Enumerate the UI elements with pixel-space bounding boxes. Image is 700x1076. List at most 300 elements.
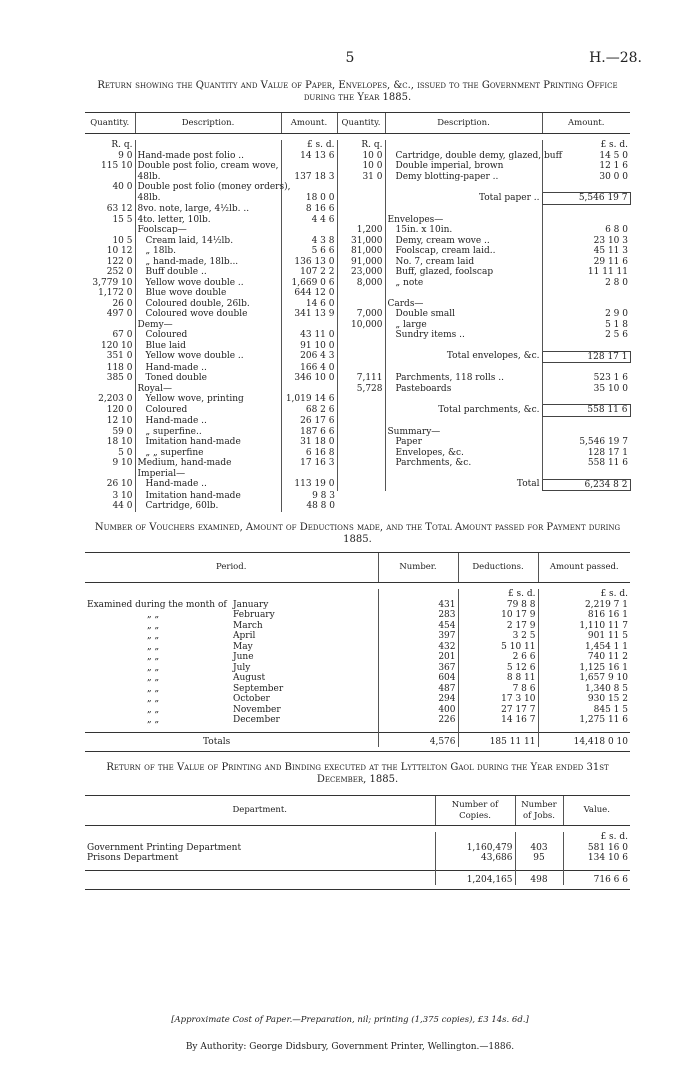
quantity-cell: 67 0	[112, 330, 133, 340]
units-amount-2: £ s. d.	[542, 140, 630, 151]
quantity-cell: 120 0	[106, 404, 133, 415]
quantity-cell	[337, 351, 385, 363]
amount-cell: 9 8 3	[281, 491, 337, 502]
amount-cell: 68 2 6	[281, 405, 337, 417]
header-number: Number.	[378, 553, 458, 583]
amount-cell: 346 10 0	[281, 373, 337, 384]
amount-cell: 644 12 0	[281, 288, 337, 299]
number-cell: 454	[378, 621, 458, 632]
amount-cell: 17 16 3	[281, 458, 337, 469]
month-label: August	[233, 673, 266, 683]
table-row	[85, 330, 630, 341]
document-reference: H.—28.	[589, 50, 642, 66]
table-row	[85, 341, 630, 352]
description-cell: Total paper ..	[385, 193, 542, 205]
amount-cell: 14 5 0	[542, 151, 630, 162]
quantity-cell: 115 10	[101, 161, 133, 171]
description-cell	[385, 288, 542, 299]
quantity-cell	[337, 363, 385, 374]
header-quantity-2: Quantity.	[337, 113, 385, 134]
quantity-cell: 8,000	[337, 278, 385, 289]
amount-cell: 12 1 6	[542, 161, 630, 172]
quantity-cell	[337, 448, 385, 459]
description-cell	[385, 182, 542, 193]
amount-cell: 11 11 11	[542, 267, 630, 278]
period-prefix: „ „	[147, 631, 160, 641]
lyttelton-title: Return of the Value of Printing and Binding executed at the Lyttelton Gaol during the Year ended 31st December, 1885.	[106, 762, 609, 785]
units-amount: £ s. d.	[281, 140, 337, 151]
table-row	[85, 278, 630, 289]
quantity-cell: 12 10	[106, 416, 133, 426]
amount-cell: 206 4 3	[281, 351, 337, 363]
header-period: Period.	[85, 553, 378, 583]
units-quantity-2: R. q.	[337, 140, 385, 151]
amount-cell: 31 18 0	[281, 437, 337, 448]
amount-cell: 107 2 2	[281, 267, 337, 278]
description-cell: Hand-made ..	[135, 363, 281, 374]
description-cell: Parchments, &c.	[385, 458, 542, 469]
period-prefix: „ „	[147, 704, 160, 715]
period-prefix: „ „	[147, 652, 160, 662]
description-cell: 8vo. note, large, 4½lb. ..	[135, 204, 281, 215]
table-row	[85, 161, 630, 172]
quantity-cell: 26 0	[112, 298, 133, 309]
deductions-cell: 7 8 6	[458, 684, 538, 695]
table-row	[85, 843, 630, 854]
quantity-cell: 1,200	[337, 225, 385, 236]
vouchers-table	[85, 552, 630, 752]
number-cell: 226	[378, 715, 458, 726]
number-cell: 397	[378, 631, 458, 642]
quantity-cell: 44 0	[112, 501, 133, 511]
table-row	[85, 225, 630, 236]
month-label: September	[233, 683, 284, 694]
table-row	[85, 621, 630, 632]
copies-cell: 43,686	[435, 853, 515, 864]
quantity-cell: 351 0	[106, 351, 133, 361]
description-cell: Double small	[385, 309, 542, 320]
amount-cell: 48 8 0	[281, 501, 337, 512]
amount-cell: 341 13 9	[281, 309, 337, 320]
description-cell	[385, 394, 542, 405]
header-description: Description.	[135, 113, 281, 134]
description-cell: Yellow wove, printing	[135, 394, 281, 405]
amount-cell	[542, 427, 630, 438]
amount-cell: 14 6 0	[281, 299, 337, 310]
amount-cell: 2 5 6	[542, 330, 630, 341]
quantity-cell: 40 0	[112, 182, 133, 192]
amount-cell: 558 11 6	[542, 458, 630, 469]
quantity-cell: 18 10	[106, 437, 133, 447]
amount-passed-cell: 1,110 11 7	[538, 621, 630, 632]
description-cell: Royal—	[135, 384, 281, 395]
quantity-cell: 252 0	[106, 267, 133, 277]
period-cell	[85, 705, 378, 716]
amount-cell	[542, 341, 630, 352]
header-jobs: Number of Jobs.	[515, 796, 563, 826]
description-cell: Yellow wove double ..	[135, 351, 281, 363]
jobs-cell: 403	[515, 843, 563, 854]
quantity-cell: 26 10	[106, 479, 133, 489]
amount-cell: 128 17 1	[542, 448, 630, 459]
quantity-cell	[337, 437, 385, 448]
table-row	[85, 394, 630, 405]
total-value: 716 6 6	[563, 870, 630, 885]
totals-amount-passed: 14,418 0 10	[538, 732, 630, 747]
table-row	[85, 257, 630, 268]
month-label: April	[233, 631, 256, 641]
description-cell: „ superfine..	[135, 427, 281, 438]
quantity-cell	[85, 172, 135, 183]
table-row	[85, 363, 630, 374]
total-jobs: 498	[515, 870, 563, 885]
table-row	[85, 204, 630, 215]
description-cell: Coloured	[135, 405, 281, 417]
quantity-cell	[337, 341, 385, 352]
quantity-cell: 5 0	[118, 447, 133, 458]
description-cell: Envelopes—	[385, 215, 542, 226]
table-row	[85, 182, 630, 193]
amount-cell: 4 4 6	[281, 215, 337, 226]
quantity-cell	[85, 193, 135, 205]
total-amount-cell: 6,234 8 2	[542, 479, 630, 491]
units-value: £ s. d.	[563, 832, 630, 843]
description-cell: Pasteboards	[385, 384, 542, 395]
quantity-cell: 10 5	[112, 235, 133, 246]
amount-cell: 91 10 0	[281, 341, 337, 352]
quantity-cell: 15 5	[112, 214, 133, 225]
period-prefix: „ „	[147, 610, 160, 620]
amount-cell: 523 1 6	[542, 373, 630, 384]
table-row	[85, 491, 630, 502]
description-cell: Demy—	[135, 320, 281, 331]
amount-cell: 14 13 6	[281, 151, 337, 162]
period-cell	[85, 631, 378, 642]
amount-cell: 8 16 6	[281, 204, 337, 215]
totals-number: 4,576	[378, 732, 458, 747]
description-cell: „ „ superfine	[135, 448, 281, 459]
amount-cell	[542, 363, 630, 374]
deductions-cell: 79 8 8	[458, 600, 538, 611]
table-row	[85, 427, 630, 438]
period-cell	[85, 663, 378, 674]
table-row	[85, 448, 630, 459]
description-cell: Toned double	[135, 373, 281, 384]
table-row	[85, 193, 630, 205]
amount-cell	[542, 215, 630, 226]
period-cell	[85, 600, 378, 611]
quantity-cell: 31,000	[337, 236, 385, 247]
amount-cell	[281, 469, 337, 480]
cost-footnote: [Approximate Cost of Paper.—Preparation, nil; printing (1,375 copies), £3 14s. 6d.]	[171, 1015, 529, 1025]
table-row	[85, 684, 630, 695]
quantity-cell: 7,000	[337, 309, 385, 320]
amount-cell: 2 9 0	[542, 309, 630, 320]
quantity-cell	[337, 427, 385, 438]
description-cell	[385, 469, 542, 480]
amount-cell: 137 18 3	[281, 172, 337, 183]
quantity-cell	[337, 479, 385, 491]
period-prefix: „ „	[147, 683, 160, 694]
amount-passed-cell: 845 1 5	[538, 705, 630, 716]
table-row	[85, 236, 630, 247]
number-cell: 367	[378, 663, 458, 674]
description-cell: Envelopes, &c.	[385, 448, 542, 459]
header-amount: Amount.	[281, 113, 337, 134]
description-cell: 48lb.	[135, 193, 281, 205]
amount-passed-cell: 1,125 16 1	[538, 663, 630, 674]
table-row	[85, 694, 630, 705]
return1-title: Return showing the Quantity and Value of Paper, Envelopes, &c., issued to the Government Printing Office during the Year 1885.	[97, 80, 618, 103]
header-value: Value.	[563, 796, 630, 826]
description-cell: Blue laid	[135, 341, 281, 352]
quantity-cell: 63 12	[106, 204, 133, 214]
authority-line: By Authority: George Didsbury, Government Printer, Wellington.—1886.	[185, 1042, 515, 1052]
quantity-cell	[337, 469, 385, 480]
copies-cell: 1,160,479	[435, 843, 515, 854]
amount-cell	[542, 416, 630, 427]
amount-cell: 30 0 0	[542, 172, 630, 183]
amount-passed-cell: 816 16 1	[538, 610, 630, 621]
table-row	[85, 853, 630, 864]
table-row	[85, 642, 630, 653]
quantity-cell: 2,203 0	[98, 394, 133, 404]
period-cell	[85, 715, 378, 726]
description-cell: Yellow wove double ..	[135, 278, 281, 289]
table-row	[85, 673, 630, 684]
header-description-2: Description.	[385, 113, 542, 134]
amount-cell: 5,546 19 7	[542, 437, 630, 448]
deductions-cell: 5 12 6	[458, 663, 538, 674]
amount-cell: 29 11 6	[542, 257, 630, 268]
table-row	[85, 610, 630, 621]
description-cell: Imitation hand-made	[135, 437, 281, 448]
table-row	[85, 320, 630, 331]
header-department: Department.	[85, 796, 435, 826]
deductions-cell: 17 3 10	[458, 694, 538, 705]
quantity-cell	[85, 469, 135, 480]
deductions-cell: 2 6 6	[458, 652, 538, 663]
quantity-cell: 497 0	[106, 309, 133, 319]
amount-cell	[542, 469, 630, 480]
quantity-cell	[85, 225, 135, 236]
description-cell	[385, 204, 542, 215]
month-label: February	[233, 610, 275, 620]
quantity-cell: 10,000	[337, 320, 385, 331]
quantity-cell: 118 0	[106, 362, 133, 373]
table-row	[85, 469, 630, 480]
description-cell: Hand-made ..	[135, 416, 281, 427]
quantity-cell	[85, 320, 135, 331]
amount-cell: 5 1 8	[542, 320, 630, 331]
quantity-cell: 122 0	[106, 256, 133, 267]
number-cell: 201	[378, 652, 458, 663]
table-row	[85, 384, 630, 395]
description-cell: Cards—	[385, 299, 542, 310]
department-cell: Prisons Department	[87, 853, 179, 863]
amount-cell: 23 10 3	[542, 236, 630, 247]
amount-cell: 1,019 14 6	[281, 394, 337, 405]
amount-passed-cell: 901 11 5	[538, 631, 630, 642]
description-cell: Paper	[385, 437, 542, 448]
amount-cell: 6 16 8	[281, 448, 337, 459]
deductions-cell: 10 17 9	[458, 610, 538, 621]
amount-cell	[281, 384, 337, 395]
quantity-cell: 10 0	[337, 161, 385, 172]
amount-passed-cell: 740 11 2	[538, 652, 630, 663]
amount-cell: 26 17 6	[281, 416, 337, 427]
description-cell: Foolscap—	[135, 225, 281, 236]
description-cell: Hand-made post folio ..	[135, 151, 281, 162]
description-cell: Double post folio, cream wove,	[135, 161, 281, 172]
amount-cell: 1,669 0 6	[281, 278, 337, 289]
table-row	[85, 405, 630, 417]
amount-cell	[542, 182, 630, 193]
amount-cell: 35 10 0	[542, 384, 630, 395]
amount-cell	[542, 299, 630, 310]
description-cell: Demy blotting-paper ..	[385, 172, 542, 183]
quantity-cell: 91,000	[337, 257, 385, 268]
quantity-cell	[337, 288, 385, 299]
table-row	[85, 373, 630, 384]
value-cell: 581 16 0	[563, 843, 630, 854]
period-prefix: „ „	[147, 641, 160, 652]
deductions-cell: 8 8 11	[458, 673, 538, 684]
table-row	[85, 652, 630, 663]
header-deductions: Deductions.	[458, 553, 538, 583]
amount-passed-cell: 2,219 7 1	[538, 600, 630, 611]
month-label: March	[233, 620, 263, 631]
table-row	[85, 215, 630, 226]
description-cell: Cream laid, 14½lb.	[135, 236, 281, 247]
table-row	[85, 715, 630, 726]
description-cell: 4to. letter, 10lb.	[135, 215, 281, 226]
amount-cell	[542, 394, 630, 405]
amount-cell	[281, 161, 337, 172]
quantity-cell	[337, 416, 385, 427]
table-row	[85, 705, 630, 716]
description-cell: Buff, glazed, foolscap	[385, 267, 542, 278]
table-row	[85, 151, 630, 162]
quantity-cell	[337, 330, 385, 341]
month-label: May	[233, 641, 253, 652]
amount-cell: 6 8 0	[542, 225, 630, 236]
description-cell: Double post folio (money orders),	[135, 182, 281, 193]
period-prefix: Examined during the month of	[87, 599, 227, 610]
quantity-cell: 385 0	[106, 373, 133, 383]
amount-cell: 136 13 0	[281, 257, 337, 268]
header-quantity: Quantity.	[85, 113, 135, 134]
table-row	[85, 437, 630, 448]
number-cell: 487	[378, 684, 458, 695]
description-cell: Total envelopes, &c.	[385, 351, 542, 363]
number-cell: 431	[378, 600, 458, 611]
amount-cell: 166 4 0	[281, 363, 337, 374]
quantity-cell	[337, 405, 385, 417]
quantity-cell: 81,000	[337, 246, 385, 257]
value-cell: 134 10 6	[563, 853, 630, 864]
description-cell: Cartridge, double demy, glazed, buff	[385, 151, 542, 162]
quantity-cell: 1,172 0	[98, 288, 133, 298]
period-prefix: „ „	[147, 673, 160, 683]
description-cell: Double imperial, brown	[385, 161, 542, 172]
quantity-cell: 120 10	[101, 340, 133, 351]
quantity-cell: 5,728	[337, 384, 385, 395]
description-cell: Buff double ..	[135, 267, 281, 278]
deductions-cell: 3 2 5	[458, 631, 538, 642]
table-row	[85, 501, 630, 512]
description-cell: „ note	[385, 278, 542, 289]
description-cell: 48lb.	[135, 172, 281, 183]
description-cell: Blue wove double	[135, 288, 281, 299]
description-cell: Demy, cream wove ..	[385, 236, 542, 247]
quantity-cell: 23,000	[337, 267, 385, 278]
amount-cell: 18 0 0	[281, 193, 337, 205]
amount-cell: 187 6 6	[281, 427, 337, 438]
table-row	[85, 299, 630, 310]
table-row	[85, 479, 630, 491]
units-deductions: £ s. d.	[458, 589, 538, 600]
period-prefix: „ „	[147, 662, 160, 673]
total-amount-cell: 558 11 6	[542, 405, 630, 417]
period-prefix: „ „	[147, 694, 160, 704]
period-cell	[85, 652, 378, 663]
description-cell: Sundry items ..	[385, 330, 542, 341]
amount-passed-cell: 930 15 2	[538, 694, 630, 705]
table-row	[85, 663, 630, 674]
units-quantity: R. q.	[111, 140, 133, 150]
amount-cell	[542, 288, 630, 299]
amount-cell: 45 11 3	[542, 246, 630, 257]
quantity-cell: 9 10	[112, 458, 133, 468]
description-cell: Total	[385, 479, 542, 491]
totals-deductions: 185 11 11	[458, 732, 538, 747]
jobs-cell: 95	[515, 853, 563, 864]
amount-passed-cell: 1,340 8 5	[538, 684, 630, 695]
number-cell: 432	[378, 642, 458, 653]
quantity-cell	[337, 182, 385, 193]
amount-cell	[542, 204, 630, 215]
description-cell: Coloured double, 26lb.	[135, 299, 281, 310]
lyttelton-table	[85, 795, 630, 890]
table-row	[85, 246, 630, 257]
quantity-cell: 59 0	[112, 426, 133, 437]
number-cell: 283	[378, 610, 458, 621]
quantity-cell	[85, 384, 135, 395]
total-amount-cell: 128 17 1	[542, 351, 630, 363]
description-cell: Coloured wove double	[135, 309, 281, 320]
table-row	[85, 172, 630, 183]
amount-cell: 113 19 0	[281, 479, 337, 491]
quantity-cell: 3,779 10	[92, 277, 133, 288]
table-row	[85, 309, 630, 320]
deductions-cell: 2 17 9	[458, 621, 538, 632]
total-amount-cell: 5,546 19 7	[542, 193, 630, 205]
header-amount-passed: Amount passed.	[538, 553, 630, 583]
amount-cell	[281, 225, 337, 236]
month-label: July	[233, 662, 251, 673]
amount-cell: 43 11 0	[281, 330, 337, 341]
amount-passed-cell: 1,657 9 10	[538, 673, 630, 684]
paper-return-table	[85, 112, 631, 512]
description-cell: Imperial—	[135, 469, 281, 480]
description-cell: „ hand-made, 18lb...	[135, 257, 281, 268]
totals-label: Totals	[203, 736, 231, 747]
table-row	[85, 416, 630, 427]
amount-cell: 4 3 8	[281, 236, 337, 247]
quantity-cell: 9 0	[118, 150, 133, 161]
quantity-cell: 3 10	[112, 490, 133, 501]
